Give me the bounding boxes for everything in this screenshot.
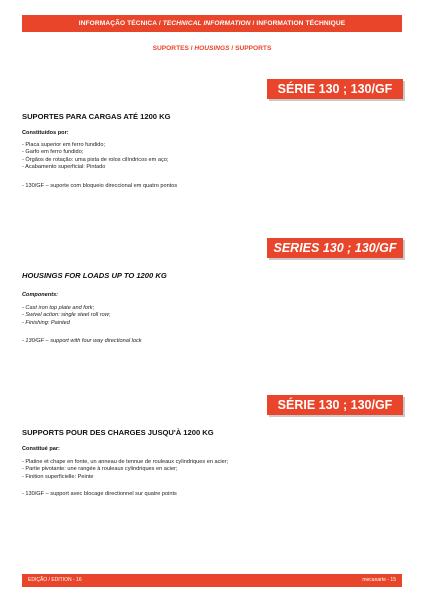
list-item: - Cast iron top plate and fork; <box>22 305 95 311</box>
list-item: - Placa superior em ferro fundido; <box>22 142 106 148</box>
components-list-fr <box>22 459 228 481</box>
note-pt: - 130/GF – suporte com bloqueio direccional em quatro pontos <box>22 183 178 189</box>
series-badge-fr: SÉRIE 130 ; 130/GF <box>267 395 403 415</box>
page-number: mecanarte - 15 <box>362 577 396 583</box>
edition-label: EDIÇÃO / EDITION - 16 <box>28 577 82 583</box>
note-fr: - 130/GF – support avec blocage directionnel sur quatre points <box>22 491 177 497</box>
section-title-en: HOUSINGS FOR LOADS UP TO 1200 KG <box>22 271 167 280</box>
list-item: - Garfo em ferro fundido; <box>22 149 84 156</box>
series-badge-en: SERIES 130 ; 130/GF <box>267 238 403 258</box>
components-label-en: Components: <box>22 292 59 298</box>
subheader-fr: SUPPORTS <box>235 45 272 52</box>
components-label-fr: Constitué par: <box>22 446 60 452</box>
list-item: - Órgãos de rotação: uma pista de rolos cilíndricos em aço; <box>22 156 169 163</box>
list-item: - Partie pivotante: une rangée à rouleaux cylindriques en acier; <box>22 466 178 473</box>
header-title-pt: INFORMAÇÃO TÉCNICA <box>78 20 157 27</box>
section-subheader: SUPORTES / HOUSINGS / SUPPORTS <box>152 45 272 52</box>
section-title-pt: SUPORTES PARA CARGAS ATÉ 1200 KG <box>22 112 171 121</box>
header-title-en: TECHNICAL INFORMATION <box>162 20 251 27</box>
list-item: - Finition superficielle: Peinte <box>22 473 94 480</box>
components-list-pt <box>22 142 168 171</box>
list-item: - Platine et chape en fonte, un anneau de tennue de rouleaux cylindriques en acier; <box>22 459 229 465</box>
section-title-fr: SUPPORTS POUR DES CHARGES JUSQU'À 1200 KG <box>22 428 214 437</box>
footer-bar <box>22 574 402 587</box>
list-item: - Swivel action: single steel roll row; <box>22 312 111 319</box>
header-title-fr: INFORMATION TÉCHNIQUE <box>256 20 346 27</box>
components-list-en <box>22 305 110 327</box>
note-en: - 130/GF – support with four way directional lock <box>22 338 142 344</box>
list-item: - Finishing: Painted <box>22 319 70 326</box>
list-item: - Acabamento superficial: Pintado <box>22 163 106 170</box>
components-label-pt: Constituídos por: <box>22 130 69 136</box>
header-bar: INFORMAÇÃO TÉCNICA / TECHNICAL INFORMATION / INFORMATION TÉCHNIQUE <box>22 15 402 32</box>
subheader-en: HOUSINGS <box>194 45 230 52</box>
subheader-pt: SUPORTES <box>152 45 189 52</box>
series-badge-pt: SÉRIE 130 ; 130/GF <box>267 79 403 99</box>
